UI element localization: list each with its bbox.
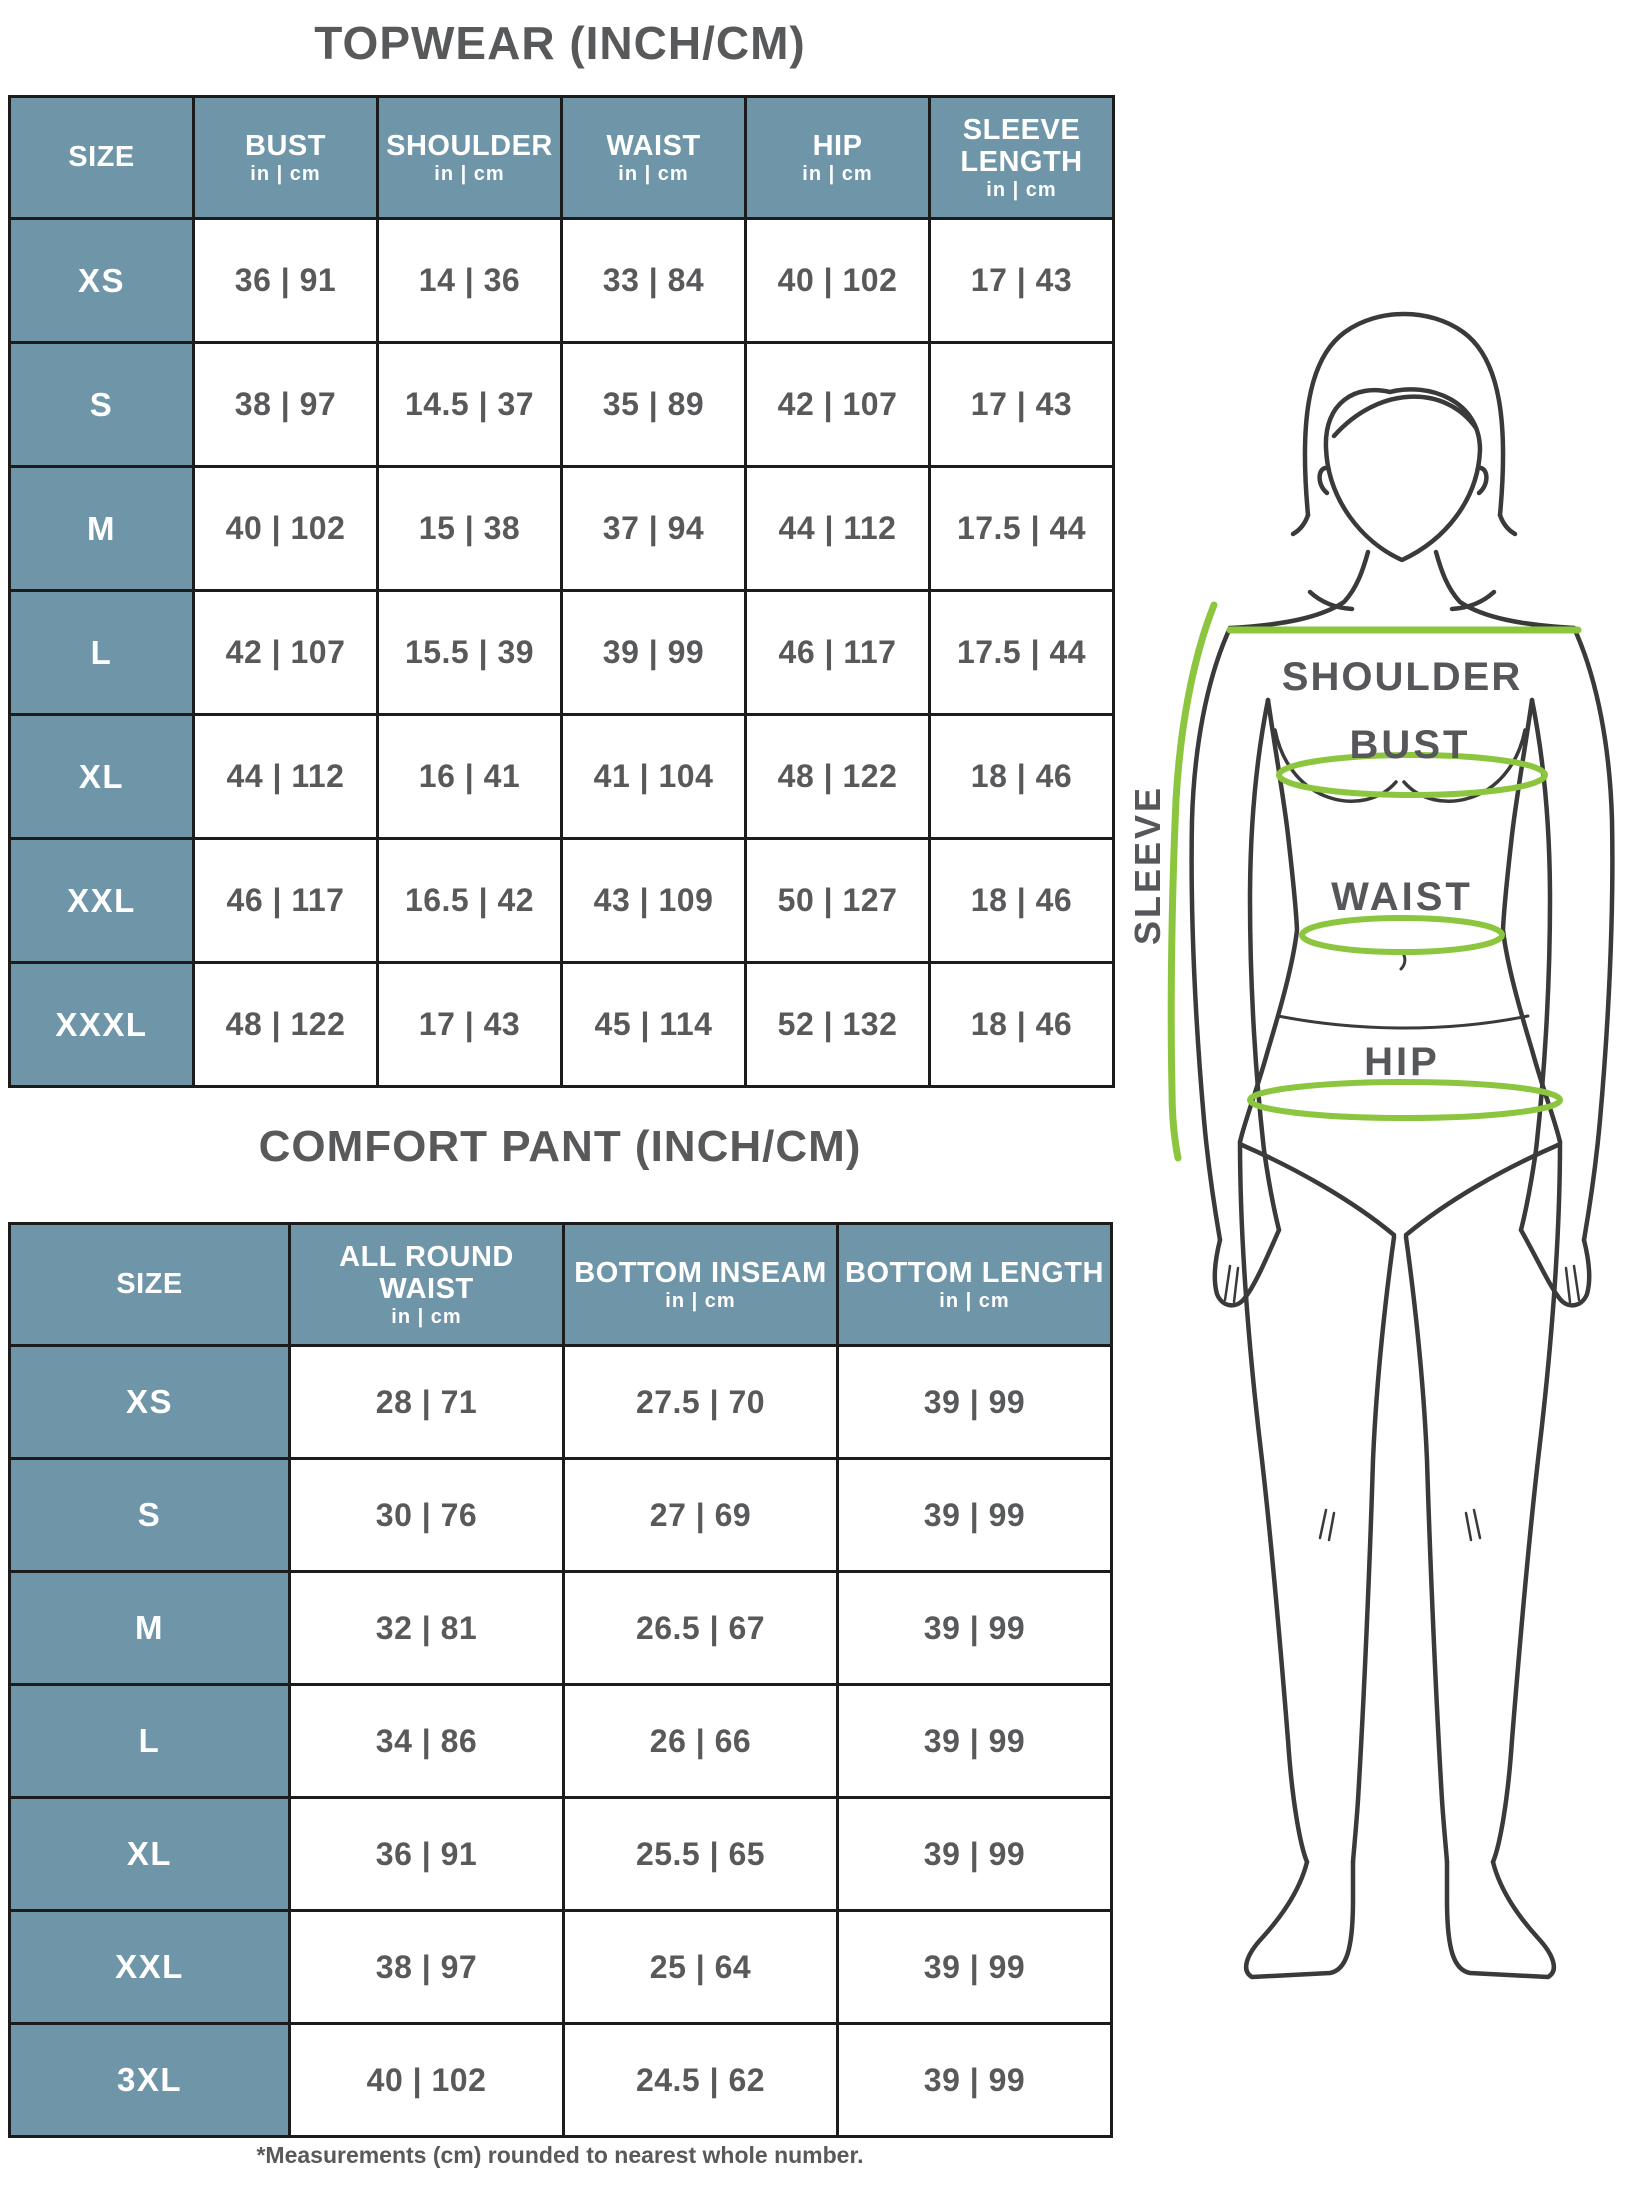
unit-label: in | cm <box>250 162 321 185</box>
column-header-label: SIZE <box>68 141 135 174</box>
size-label-cell: M <box>10 467 194 591</box>
ear-left <box>1320 468 1328 493</box>
hip-label: HIP <box>1364 1040 1440 1084</box>
measurement-value-cell: 25 | 64 <box>564 1911 838 2024</box>
measurement-value-cell: 27 | 69 <box>564 1459 838 1572</box>
size-label-cell: XS <box>10 219 194 343</box>
measurement-value-cell: 18 | 46 <box>930 839 1114 963</box>
size-label-cell: XXXL <box>10 963 194 1087</box>
column-header-size <box>10 97 194 219</box>
measurement-value-cell: 14 | 36 <box>378 219 562 343</box>
shin-marks-left <box>1320 1510 1334 1540</box>
size-label-cell: S <box>10 343 194 467</box>
measurement-value-cell: 17.5 | 44 <box>930 467 1114 591</box>
column-header-label: WAIST <box>606 130 701 163</box>
hair-tip-left <box>1293 515 1308 534</box>
measurement-value-cell: 39 | 99 <box>838 1572 1112 1685</box>
foot-right <box>1447 1862 1554 1977</box>
column-header-label: SIZE <box>116 1268 183 1301</box>
size-row-m <box>10 1572 1112 1685</box>
measurement-value-cell: 18 | 46 <box>930 715 1114 839</box>
measurement-value-cell: 39 | 99 <box>838 1911 1112 2024</box>
measurement-value-cell: 30 | 76 <box>290 1459 564 1572</box>
measurement-value-cell: 37 | 94 <box>562 467 746 591</box>
neck-right <box>1436 552 1574 628</box>
column-header-label: SHOULDER <box>386 130 553 163</box>
column-header-shoulder <box>378 97 562 219</box>
sleeve-label: SLEEVE <box>1130 784 1168 945</box>
column-header-label: BOTTOM LENGTH <box>845 1257 1104 1290</box>
measurement-value-cell: 14.5 | 37 <box>378 343 562 467</box>
measurement-value-cell: 24.5 | 62 <box>564 2024 838 2137</box>
measurement-value-cell: 39 | 99 <box>838 1459 1112 1572</box>
column-header-all-round-waist <box>290 1224 564 1346</box>
measurement-value-cell: 17 | 43 <box>930 219 1114 343</box>
size-label-cell: S <box>10 1459 290 1572</box>
topwear-size-table <box>8 95 1115 1088</box>
size-label-cell: XL <box>10 715 194 839</box>
measurement-value-cell: 15 | 38 <box>378 467 562 591</box>
hand-right-fingers <box>1566 1266 1579 1302</box>
measurement-value-cell: 39 | 99 <box>838 2024 1112 2137</box>
shoulder-label: SHOULDER <box>1281 655 1523 699</box>
waist-label: WAIST <box>1331 875 1473 919</box>
size-label-cell: L <box>10 1685 290 1798</box>
column-header-bust <box>194 97 378 219</box>
measurement-value-cell: 17.5 | 44 <box>930 591 1114 715</box>
measurement-value-cell: 36 | 91 <box>194 219 378 343</box>
measurement-value-cell: 52 | 132 <box>746 963 930 1087</box>
size-row-xl <box>10 1798 1112 1911</box>
column-header-label: SLEEVE LENGTH <box>960 113 1083 179</box>
size-row-xl <box>10 715 1114 839</box>
header-row <box>10 97 1114 219</box>
measurement-value-cell: 18 | 46 <box>930 963 1114 1087</box>
measurement-value-cell: 40 | 102 <box>194 467 378 591</box>
column-header-label: HIP <box>812 130 863 163</box>
size-label-cell: M <box>10 1572 290 1685</box>
arm-right-outer <box>1574 628 1612 1240</box>
unit-label: in | cm <box>986 178 1057 201</box>
hair-tip-right <box>1500 515 1515 534</box>
shin-marks-right <box>1466 1510 1480 1540</box>
unit-label: in | cm <box>802 162 873 185</box>
size-row-3xl <box>10 2024 1112 2137</box>
measurement-value-cell: 17 | 43 <box>930 343 1114 467</box>
size-row-l <box>10 591 1114 715</box>
size-label-cell: XL <box>10 1798 290 1911</box>
column-header-hip <box>746 97 930 219</box>
column-header-bottom-inseam <box>564 1224 838 1346</box>
leg-left-inner <box>1353 1237 1394 1862</box>
body-outline <box>1192 314 1613 1977</box>
column-header-label: BUST <box>245 130 326 163</box>
hand-left-fingers <box>1225 1266 1238 1302</box>
measurement-value-cell: 44 | 112 <box>194 715 378 839</box>
leg-left-outer <box>1240 1142 1307 1862</box>
size-row-xxl <box>10 1911 1112 2024</box>
unit-label: in | cm <box>434 162 505 185</box>
unit-label: in | cm <box>665 1289 736 1312</box>
measurement-value-cell: 45 | 114 <box>562 963 746 1087</box>
measurement-value-cell: 39 | 99 <box>838 1685 1112 1798</box>
measurement-value-cell: 34 | 86 <box>290 1685 564 1798</box>
measurement-value-cell: 39 | 99 <box>562 591 746 715</box>
size-label-cell: XS <box>10 1346 290 1459</box>
column-header-bottom-length <box>838 1224 1112 1346</box>
measurement-value-cell: 36 | 91 <box>290 1798 564 1911</box>
measurement-value-cell: 48 | 122 <box>746 715 930 839</box>
unit-label: in | cm <box>391 1305 462 1328</box>
measurement-value-cell: 33 | 84 <box>562 219 746 343</box>
measurement-value-cell: 42 | 107 <box>746 343 930 467</box>
size-label-cell: XXL <box>10 1911 290 2024</box>
size-row-xs <box>10 1346 1112 1459</box>
size-row-xs <box>10 219 1114 343</box>
measurement-value-cell: 50 | 127 <box>746 839 930 963</box>
measurement-value-cell: 38 | 97 <box>194 343 378 467</box>
column-header-sleeve-length <box>930 97 1114 219</box>
leg-right-outer <box>1493 1142 1560 1862</box>
measurement-value-cell: 32 | 81 <box>290 1572 564 1685</box>
face-outline <box>1326 389 1480 560</box>
leg-right-inner <box>1406 1237 1447 1862</box>
measurement-value-cell: 26 | 66 <box>564 1685 838 1798</box>
measurement-value-cell: 28 | 71 <box>290 1346 564 1459</box>
measurement-value-cell: 39 | 99 <box>838 1346 1112 1459</box>
size-row-s <box>10 1459 1112 1572</box>
hip-measure-ellipse <box>1250 1082 1560 1118</box>
size-row-xxl <box>10 839 1114 963</box>
header-row <box>10 1224 1112 1346</box>
measurement-footnote: *Measurements (cm) rounded to nearest whole number. <box>256 2142 864 2168</box>
measurement-value-cell: 46 | 117 <box>746 591 930 715</box>
size-row-m <box>10 467 1114 591</box>
column-header-waist <box>562 97 746 219</box>
size-row-s <box>10 343 1114 467</box>
measurement-value-cell: 43 | 109 <box>562 839 746 963</box>
unit-label: in | cm <box>939 1289 1010 1312</box>
size-label-cell: 3XL <box>10 2024 290 2137</box>
measurement-value-cell: 38 | 97 <box>290 1911 564 2024</box>
measurement-value-cell: 44 | 112 <box>746 467 930 591</box>
size-row-l <box>10 1685 1112 1798</box>
comfort-pant-size-table <box>8 1222 1113 2138</box>
measurement-value-cell: 42 | 107 <box>194 591 378 715</box>
measurement-value-cell: 35 | 89 <box>562 343 746 467</box>
neck-left <box>1230 552 1368 628</box>
body-measurement-diagram <box>1130 300 1652 2000</box>
arm-left-outer <box>1192 628 1230 1240</box>
measurement-value-cell: 15.5 | 39 <box>378 591 562 715</box>
measurement-value-cell: 48 | 122 <box>194 963 378 1087</box>
hip-top-line <box>1278 1016 1528 1028</box>
measurement-value-cell: 25.5 | 65 <box>564 1798 838 1911</box>
measurement-value-cell: 40 | 102 <box>290 2024 564 2137</box>
comfort-pant-title: COMFORT PANT (INCH/CM) <box>258 1122 862 1171</box>
topwear-title: TOPWEAR (INCH/CM) <box>314 17 806 69</box>
size-label-cell: XXL <box>10 839 194 963</box>
size-row-xxxl <box>10 963 1114 1087</box>
measurement-value-cell: 16 | 41 <box>378 715 562 839</box>
measurement-value-cell: 40 | 102 <box>746 219 930 343</box>
female-figure-illustration <box>1130 300 1652 2000</box>
measurement-value-cell: 26.5 | 67 <box>564 1572 838 1685</box>
measurement-value-cell: 17 | 43 <box>378 963 562 1087</box>
figure-labels <box>1130 655 1522 1084</box>
waist-measure-ellipse <box>1302 918 1502 952</box>
size-label-cell: L <box>10 591 194 715</box>
measurement-value-cell: 27.5 | 70 <box>564 1346 838 1459</box>
bust-label: BUST <box>1349 723 1471 767</box>
foot-left <box>1246 1862 1353 1977</box>
measurement-value-cell: 39 | 99 <box>838 1798 1112 1911</box>
column-header-label: BOTTOM INSEAM <box>574 1257 827 1290</box>
column-header-size <box>10 1224 290 1346</box>
measurement-value-cell: 16.5 | 42 <box>378 839 562 963</box>
measurement-value-cell: 41 | 104 <box>562 715 746 839</box>
measurement-value-cell: 46 | 117 <box>194 839 378 963</box>
unit-label: in | cm <box>618 162 689 185</box>
column-header-label: ALL ROUND WAIST <box>339 1240 514 1306</box>
